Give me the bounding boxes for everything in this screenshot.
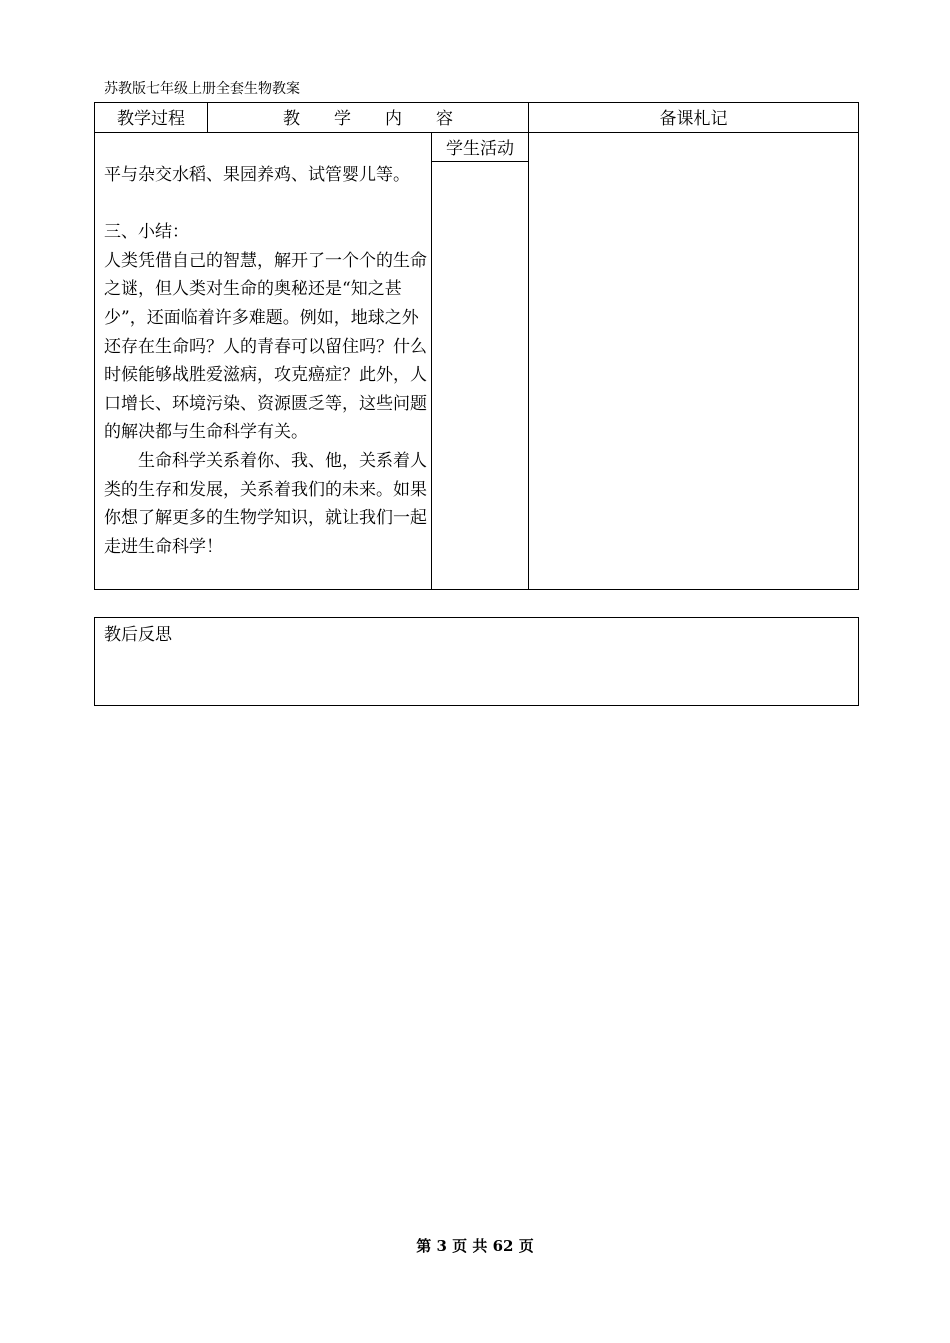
footer-prefix: 第 <box>416 1237 432 1255</box>
column-header-content: 教 学 内 容 <box>283 109 453 129</box>
lesson-table <box>94 102 859 590</box>
column-header-process: 教学过程 <box>117 109 185 129</box>
document-header: 苏教版七年级上册全套生物教案 <box>104 81 300 97</box>
notes-column-divider <box>528 103 529 589</box>
reflection-box <box>94 617 859 706</box>
content-paragraph: 平与杂交水稻、果园养鸡、试管婴儿等。 <box>104 165 410 185</box>
content-paragraph: 生命科学关系着你、我、他，关系着人类的生存和发展，关系着我们的未来。如果你想了解更多的生物学知识，就让我们一起走进生命科学！ <box>104 450 427 557</box>
footer-middle: 页 共 <box>452 1237 488 1255</box>
content-paragraph: 人类凭借自己的智慧，解开了一个个的生命之谜，但人类对生命的奥秘还是“知之甚少”，还面临着许多难题。例如，地球之外还存在生命吗？人的青春可以留住吗？什么时候能够战胜爱滋病，攻克癌症？此外，人口增长、环境污染、资源匮乏等，这些问题的解决都与生命科学有关。 <box>104 250 427 443</box>
footer-total-pages: 62 <box>492 1237 514 1255</box>
reflection-label: 教后反思 <box>104 625 172 645</box>
footer-suffix: 页 <box>518 1237 534 1255</box>
student-column-left-divider <box>431 133 432 589</box>
footer-page-number: 3 <box>436 1237 447 1255</box>
summary-heading: 三、小结： <box>104 222 189 243</box>
lesson-content <box>104 161 429 561</box>
student-activity-label: 学生活动 <box>446 139 514 159</box>
page-footer <box>0 1236 950 1256</box>
column-header-notes: 备课札记 <box>659 109 728 129</box>
